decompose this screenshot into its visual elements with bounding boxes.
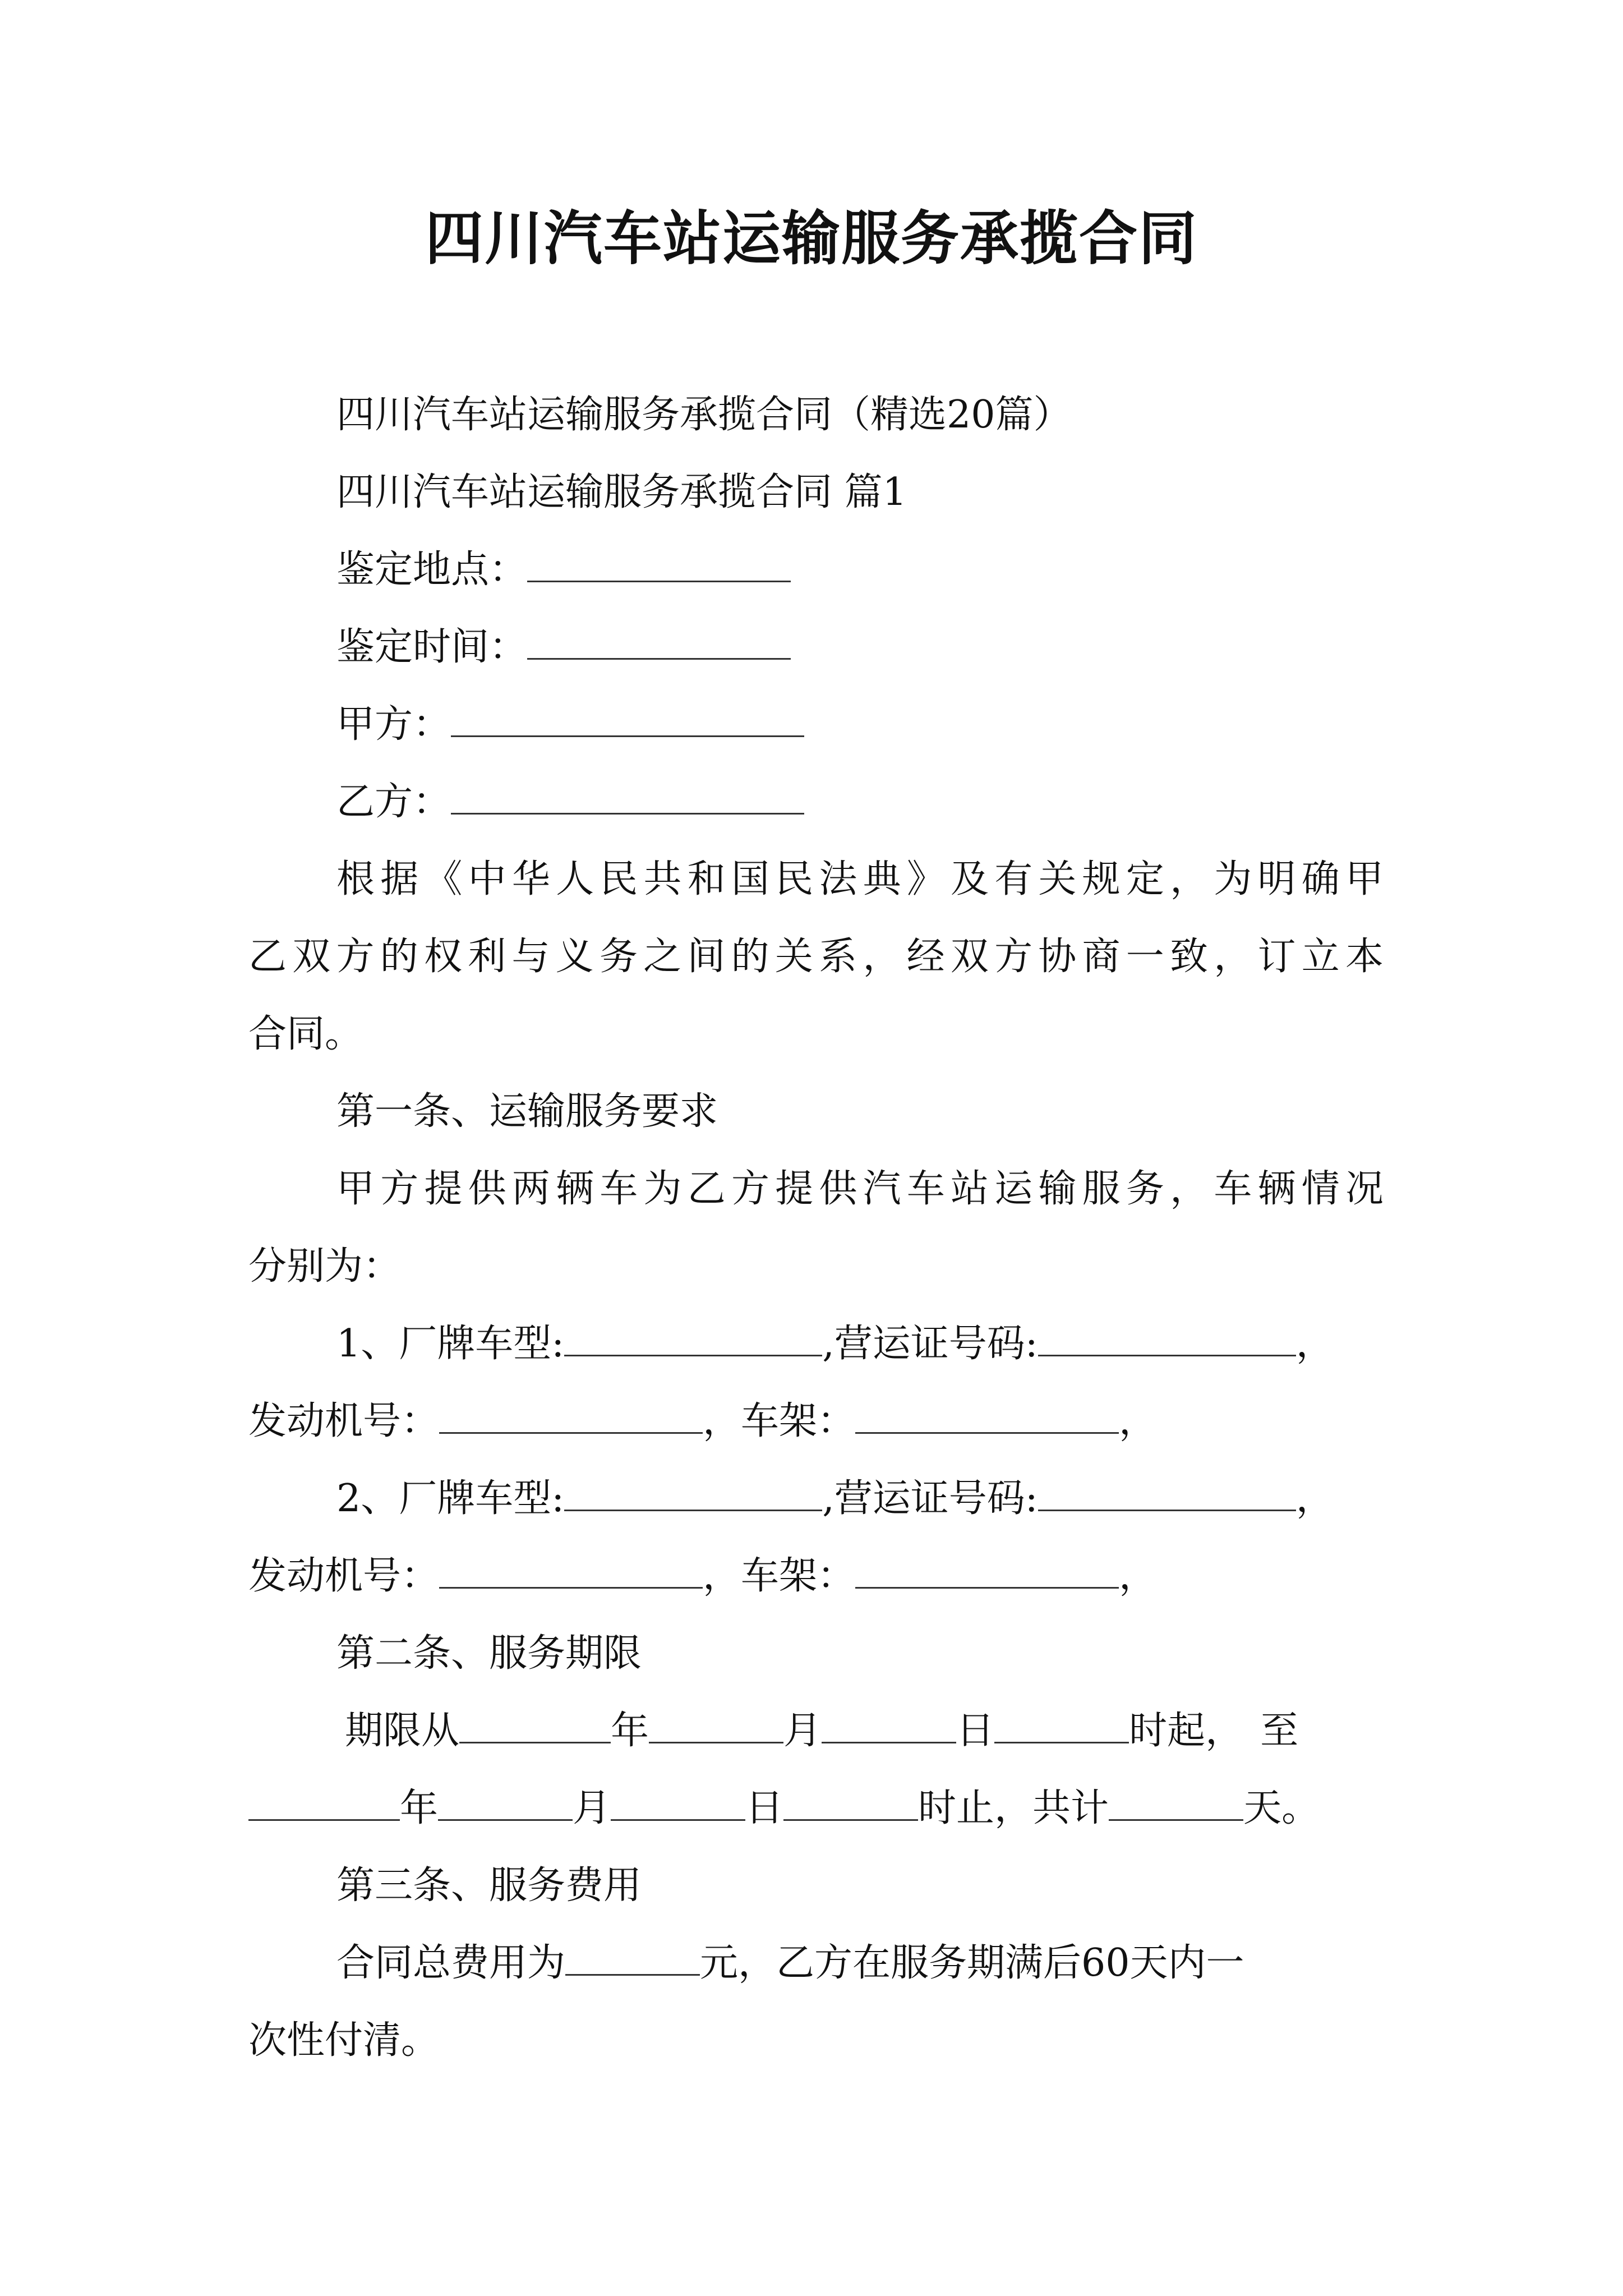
vehicle-1-line bbox=[336, 1316, 1334, 1372]
to-label: 至 bbox=[1260, 1709, 1299, 1753]
hour-from-label: 时起， bbox=[1129, 1709, 1244, 1753]
vehicle-2-engine-blank bbox=[439, 1551, 703, 1589]
term-from-label: 期限从 bbox=[345, 1709, 460, 1753]
end-day-blank bbox=[611, 1783, 745, 1821]
vehicle-1-frame-blank bbox=[855, 1396, 1119, 1434]
start-hour-blank bbox=[994, 1706, 1129, 1743]
article-1-heading: 第一条、运输服务要求 bbox=[336, 1089, 718, 1134]
vehicle-2-license-blank bbox=[1038, 1474, 1296, 1511]
vehicle-1-license-blank bbox=[1038, 1319, 1296, 1356]
frame-label: ，车架： bbox=[703, 1399, 856, 1443]
party-b-label: 乙方： bbox=[336, 780, 451, 824]
year-label: 年 bbox=[400, 1786, 439, 1830]
comma: ， bbox=[1119, 1554, 1158, 1598]
engine-label: 发动机号： bbox=[248, 1399, 440, 1443]
frame-label: ，车架： bbox=[703, 1554, 856, 1598]
fee-amount-blank bbox=[565, 1938, 700, 1976]
year-label: 年 bbox=[611, 1709, 649, 1753]
section-heading: 四川汽车站运输服务承揽合同 篇1 bbox=[336, 470, 907, 514]
month-label: 月 bbox=[573, 1786, 611, 1830]
vehicle-2-frame-blank bbox=[855, 1551, 1119, 1589]
term-line-1 bbox=[345, 1703, 1298, 1759]
fee-label: 合同总费用为 bbox=[336, 1941, 566, 1985]
fee-line-1 bbox=[336, 1935, 1244, 1991]
vehicle-2-engine-line bbox=[248, 1548, 1157, 1604]
article-3-heading: 第三条、服务费用 bbox=[336, 1864, 642, 1908]
vehicle-2-license-label: ,营运证号码: bbox=[822, 1476, 1038, 1521]
engine-label: 发动机号： bbox=[248, 1554, 440, 1598]
hour-to-label: 时止，共计 bbox=[918, 1786, 1109, 1830]
time-field bbox=[336, 619, 791, 675]
comma: ， bbox=[1295, 1322, 1334, 1366]
time-label: 鉴定时间： bbox=[336, 625, 528, 669]
location-label: 鉴定地点： bbox=[336, 547, 528, 592]
intro-line-3: 合同。 bbox=[248, 1012, 363, 1056]
vehicle-2-label: 2、厂牌车型: bbox=[336, 1476, 565, 1521]
location-blank bbox=[527, 545, 791, 582]
time-blank bbox=[527, 622, 791, 660]
subtitle: 四川汽车站运输服务承揽合同（精选20篇） bbox=[336, 393, 1072, 437]
intro-line-2: 乙双方的权利与义务之间的关系，经双方协商一致，订立本 bbox=[248, 935, 1384, 979]
vehicle-1-engine-line bbox=[248, 1393, 1157, 1450]
comma: ， bbox=[1119, 1399, 1158, 1443]
start-day-blank bbox=[822, 1706, 956, 1743]
party-b-field bbox=[336, 774, 804, 830]
vehicle-1-engine-blank bbox=[439, 1396, 703, 1434]
month-label: 月 bbox=[783, 1709, 822, 1753]
article-1-line-1: 甲方提供两辆车为乙方提供汽车站运输服务，车辆情况 bbox=[336, 1167, 1384, 1211]
document-title: 四川汽车站运输服务承揽合同 bbox=[425, 204, 1198, 273]
start-year-blank bbox=[459, 1706, 611, 1743]
vehicle-2-line bbox=[336, 1471, 1334, 1527]
days-label: 天。 bbox=[1243, 1786, 1320, 1830]
end-year-blank bbox=[248, 1783, 400, 1821]
end-month-blank bbox=[438, 1783, 573, 1821]
total-days-blank bbox=[1109, 1783, 1243, 1821]
party-a-field bbox=[336, 697, 804, 753]
fee-line-2: 次性付清。 bbox=[248, 2018, 440, 2063]
term-line-2 bbox=[248, 1780, 1320, 1837]
fee-terms: 元，乙方在服务期满后60天内一 bbox=[700, 1941, 1244, 1985]
intro-line-1: 根据《中华人民共和国民法典》及有关规定，为明确甲 bbox=[336, 857, 1384, 901]
party-a-blank bbox=[451, 700, 804, 737]
vehicle-2-model-blank bbox=[564, 1474, 822, 1511]
day-label: 日 bbox=[956, 1709, 995, 1753]
comma: ， bbox=[1295, 1476, 1334, 1521]
end-hour-blank bbox=[783, 1783, 918, 1821]
vehicle-1-label: 1、厂牌车型: bbox=[336, 1322, 565, 1366]
party-b-blank bbox=[451, 777, 804, 815]
vehicle-1-license-label: ,营运证号码: bbox=[822, 1322, 1038, 1366]
vehicle-1-model-blank bbox=[564, 1319, 822, 1356]
day-label: 日 bbox=[745, 1786, 784, 1830]
article-1-line-2: 分别为： bbox=[248, 1244, 402, 1289]
start-month-blank bbox=[649, 1706, 783, 1743]
article-2-heading: 第二条、服务期限 bbox=[336, 1631, 642, 1676]
party-a-label: 甲方： bbox=[336, 702, 451, 747]
location-field bbox=[336, 542, 791, 598]
